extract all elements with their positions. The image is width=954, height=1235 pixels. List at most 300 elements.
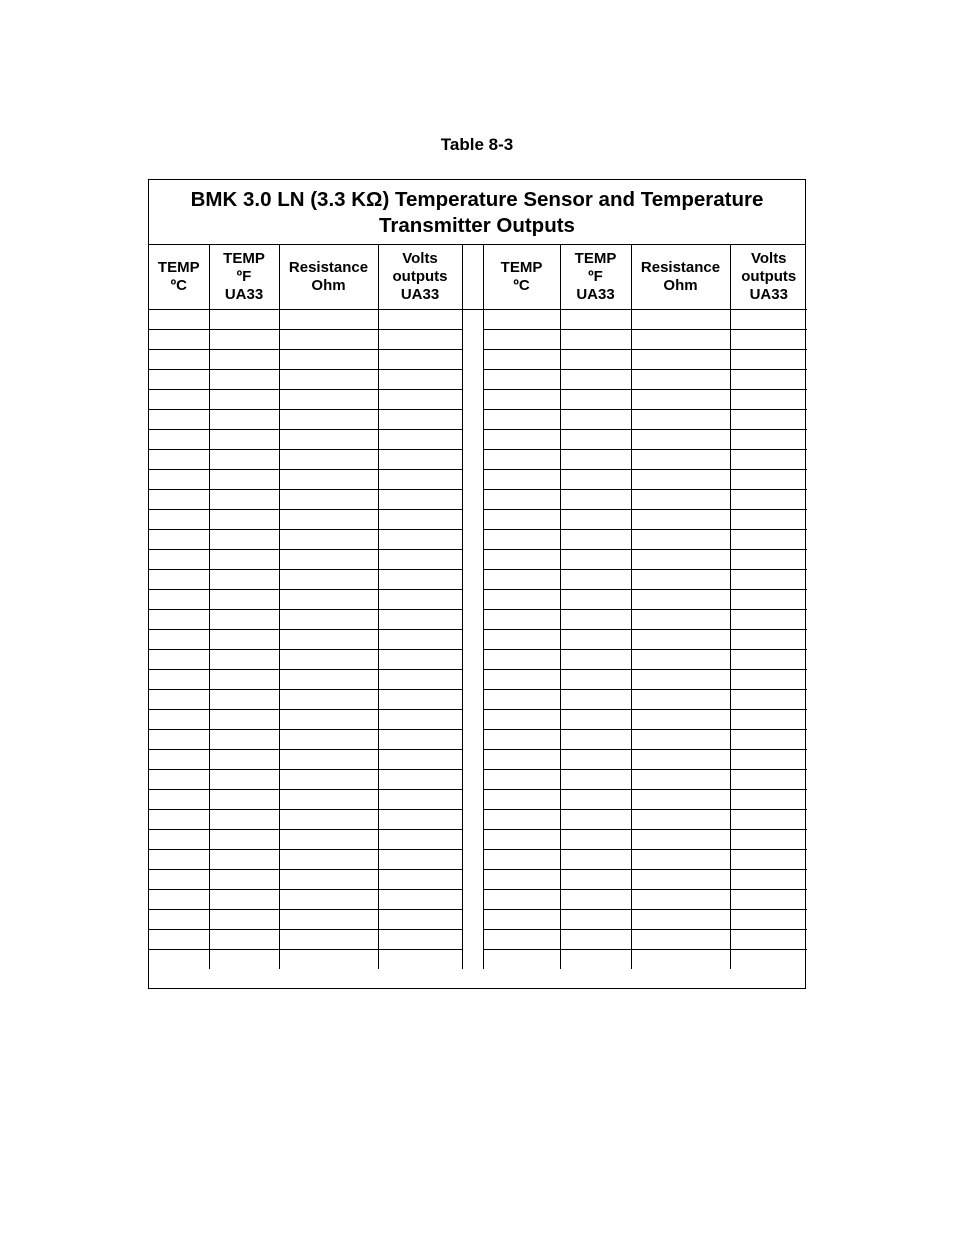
table-cell — [631, 869, 730, 889]
column-separator — [462, 529, 483, 549]
table-cell — [209, 369, 279, 389]
table-cell — [560, 329, 631, 349]
table-cell — [378, 429, 462, 449]
table-cell — [279, 789, 378, 809]
table-cell — [560, 909, 631, 929]
column-header-line: Ohm — [311, 276, 346, 294]
table-cell — [378, 809, 462, 829]
table-cell — [279, 469, 378, 489]
table-cell — [279, 369, 378, 389]
table-cell — [730, 649, 807, 669]
table-cell — [631, 369, 730, 389]
table-cell — [209, 669, 279, 689]
table-cell — [378, 909, 462, 929]
table-cell — [378, 389, 462, 409]
table-cell — [560, 409, 631, 429]
column-header-line: UA33 — [400, 285, 440, 303]
table-row — [149, 629, 807, 649]
column-header — [279, 245, 378, 309]
column-header — [730, 245, 807, 309]
table-row — [149, 389, 807, 409]
table-cell — [730, 809, 807, 829]
table-cell — [279, 749, 378, 769]
table-cell — [209, 849, 279, 869]
table-cell — [378, 709, 462, 729]
table-row — [149, 429, 807, 449]
table-row — [149, 409, 807, 429]
table-cell — [149, 329, 209, 349]
table-cell — [279, 329, 378, 349]
table-row — [149, 329, 807, 349]
table-cell — [631, 949, 730, 969]
table-cell — [279, 769, 378, 789]
column-header-line: Resistance — [640, 258, 721, 276]
table-cell — [149, 709, 209, 729]
table-cell — [631, 469, 730, 489]
table-cell — [149, 809, 209, 829]
table-row — [149, 849, 807, 869]
column-header-line: outputs — [392, 267, 448, 285]
column-header-line: TEMP — [500, 258, 543, 276]
column-separator — [462, 489, 483, 509]
table-cell — [483, 669, 560, 689]
table-row — [149, 909, 807, 929]
table-cell — [631, 649, 730, 669]
table-cell — [483, 489, 560, 509]
table-cell — [378, 609, 462, 629]
table-cell — [378, 849, 462, 869]
table-cell — [279, 929, 378, 949]
table-cell — [279, 449, 378, 469]
table-cell — [149, 529, 209, 549]
table-cell — [483, 609, 560, 629]
column-separator — [462, 669, 483, 689]
table-cell — [279, 889, 378, 909]
table-cell — [483, 449, 560, 469]
table-cell — [631, 829, 730, 849]
table-cell — [730, 869, 807, 889]
table-cell — [149, 389, 209, 409]
table-cell — [149, 769, 209, 789]
table-cell — [209, 409, 279, 429]
table-title-line-1: BMK 3.0 LN (3.3 KΩ) Temperature Sensor and Temperature — [190, 188, 764, 211]
table-cell — [560, 649, 631, 669]
table-cell — [209, 389, 279, 409]
column-header-line: UA33 — [576, 285, 615, 303]
column-header-line: TEMP — [574, 249, 617, 267]
table-cell — [149, 549, 209, 569]
table-cell — [149, 949, 209, 969]
table-cell — [483, 369, 560, 389]
table-cell — [378, 549, 462, 569]
table-cell — [631, 549, 730, 569]
table-row — [149, 949, 807, 969]
table-cell — [730, 429, 807, 449]
table-cell — [631, 529, 730, 549]
table-cell — [209, 429, 279, 449]
table-cell — [149, 689, 209, 709]
table-cell — [483, 829, 560, 849]
column-header-line: Resistance — [288, 258, 369, 276]
table-cell — [730, 709, 807, 729]
column-separator — [462, 849, 483, 869]
table-cell — [209, 769, 279, 789]
table-cell — [279, 729, 378, 749]
table-cell — [209, 309, 279, 329]
table-cell — [730, 609, 807, 629]
column-separator — [462, 909, 483, 929]
table-cell — [378, 669, 462, 689]
table-cell — [209, 449, 279, 469]
column-header — [209, 245, 279, 309]
table-cell — [730, 489, 807, 509]
table-cell — [730, 369, 807, 389]
table-cell — [560, 809, 631, 829]
table-cell — [631, 589, 730, 609]
table-cell — [378, 309, 462, 329]
table-cell — [483, 709, 560, 729]
table-cell — [631, 309, 730, 329]
table-cell — [149, 869, 209, 889]
table-title-line-2: Transmitter Outputs — [379, 214, 575, 237]
table-cell — [378, 349, 462, 369]
table-row — [149, 669, 807, 689]
table-cell — [209, 629, 279, 649]
table-cell — [378, 629, 462, 649]
table-cell — [378, 929, 462, 949]
table-cell — [730, 909, 807, 929]
table-cell — [631, 629, 730, 649]
table-cell — [149, 309, 209, 329]
table-cell — [483, 529, 560, 549]
table-cell — [209, 709, 279, 729]
table-cell — [483, 909, 560, 929]
table-cell — [149, 669, 209, 689]
table-cell — [279, 949, 378, 969]
table-cell — [631, 569, 730, 589]
table-cell — [483, 309, 560, 329]
table-title — [149, 180, 805, 245]
table-cell — [560, 669, 631, 689]
table-cell — [378, 869, 462, 889]
table-cell — [483, 569, 560, 589]
table-cell — [483, 509, 560, 529]
table-cell — [149, 649, 209, 669]
table-cell — [378, 469, 462, 489]
table-cell — [730, 889, 807, 909]
table-cell — [378, 689, 462, 709]
table-cell — [149, 449, 209, 469]
table-cell — [560, 569, 631, 589]
table-cell — [560, 769, 631, 789]
table-cell — [378, 769, 462, 789]
table-cell — [560, 789, 631, 809]
table-cell — [279, 409, 378, 429]
table-cell — [560, 829, 631, 849]
table-cell — [560, 429, 631, 449]
table-cell — [279, 709, 378, 729]
column-header-line: Volts — [750, 249, 787, 267]
table-cell — [149, 509, 209, 529]
table-cell — [730, 309, 807, 329]
column-separator — [462, 769, 483, 789]
table-cell — [209, 509, 279, 529]
table-cell — [483, 549, 560, 569]
table-cell — [149, 889, 209, 909]
table-cell — [730, 469, 807, 489]
table-cell — [378, 369, 462, 389]
table-cell — [730, 929, 807, 949]
table-cell — [149, 609, 209, 629]
table-row — [149, 349, 807, 369]
table-cell — [149, 909, 209, 929]
column-separator — [462, 729, 483, 749]
table-cell — [209, 549, 279, 569]
table-cell — [209, 349, 279, 369]
table-cell — [279, 809, 378, 829]
table-cell — [631, 729, 730, 749]
column-separator — [462, 869, 483, 889]
table-cell — [209, 869, 279, 889]
table-cell — [730, 449, 807, 469]
table-cell — [209, 949, 279, 969]
table-row — [149, 449, 807, 469]
table-cell — [279, 589, 378, 609]
table-cell — [279, 849, 378, 869]
table-cell — [730, 949, 807, 969]
table-cell — [560, 509, 631, 529]
table-cell — [631, 889, 730, 909]
table-cell — [209, 809, 279, 829]
table-cell — [279, 489, 378, 509]
table-cell — [631, 749, 730, 769]
table-cell — [560, 749, 631, 769]
table-cell — [560, 729, 631, 749]
column-separator — [462, 549, 483, 569]
table-cell — [631, 389, 730, 409]
column-header — [149, 245, 209, 309]
table-cell — [279, 509, 378, 529]
table-cell — [483, 649, 560, 669]
column-header-line: outputs — [741, 267, 797, 285]
table-cell — [279, 629, 378, 649]
table-cell — [560, 949, 631, 969]
table-cell — [209, 749, 279, 769]
table-cell — [730, 529, 807, 549]
table-cell — [279, 869, 378, 889]
table-cell — [631, 449, 730, 469]
column-separator — [462, 349, 483, 369]
column-separator — [462, 309, 483, 329]
table-cell — [483, 389, 560, 409]
table-row — [149, 809, 807, 829]
table-cell — [483, 409, 560, 429]
column-separator — [462, 949, 483, 969]
column-separator — [462, 429, 483, 449]
table-cell — [631, 809, 730, 829]
table-cell — [149, 789, 209, 809]
table-cell — [378, 509, 462, 529]
table-cell — [631, 909, 730, 929]
header-row — [149, 245, 807, 309]
column-header — [631, 245, 730, 309]
column-separator — [462, 629, 483, 649]
table-row — [149, 569, 807, 589]
table-cell — [730, 769, 807, 789]
table-cell — [279, 549, 378, 569]
table-cell — [560, 589, 631, 609]
table-cell — [149, 749, 209, 769]
table-cell — [378, 449, 462, 469]
table-cell — [730, 589, 807, 609]
table-cell — [730, 409, 807, 429]
column-separator — [462, 649, 483, 669]
table-cell — [730, 329, 807, 349]
table-cell — [483, 869, 560, 889]
table-row — [149, 649, 807, 669]
table-cell — [560, 929, 631, 949]
table-cell — [483, 349, 560, 369]
table-cell — [730, 549, 807, 569]
table-cell — [483, 589, 560, 609]
table-cell — [560, 549, 631, 569]
table-row — [149, 609, 807, 629]
column-header-line: Volts — [402, 249, 438, 267]
column-header-line: TEMP — [157, 258, 200, 276]
table-row — [149, 889, 807, 909]
column-header — [378, 245, 462, 309]
table-cell — [378, 569, 462, 589]
table-cell — [149, 369, 209, 389]
column-separator — [462, 689, 483, 709]
table-cell — [560, 889, 631, 909]
table-cell — [730, 729, 807, 749]
table-cell — [730, 569, 807, 589]
table-cell — [279, 909, 378, 929]
table-cell — [730, 689, 807, 709]
table-cell — [209, 329, 279, 349]
table-cell — [631, 669, 730, 689]
table-cell — [149, 729, 209, 749]
table-row — [149, 509, 807, 529]
table-cell — [149, 629, 209, 649]
table-cell — [149, 849, 209, 869]
table-row — [149, 309, 807, 329]
table-cell — [631, 789, 730, 809]
table-cell — [560, 389, 631, 409]
table-cell — [209, 789, 279, 809]
table-cell — [378, 329, 462, 349]
table-cell — [483, 809, 560, 829]
table-cell — [209, 589, 279, 609]
column-separator — [462, 569, 483, 589]
table-cell — [483, 429, 560, 449]
table-cell — [560, 529, 631, 549]
table-row — [149, 489, 807, 509]
table-cell — [149, 469, 209, 489]
table-row — [149, 549, 807, 569]
table-cell — [209, 729, 279, 749]
table-cell — [560, 449, 631, 469]
column-header-line: ºC — [513, 276, 530, 294]
table-cell — [279, 669, 378, 689]
table-caption: Table 8-3 — [440, 135, 514, 154]
table-row — [149, 369, 807, 389]
column-separator — [462, 409, 483, 429]
table-cell — [560, 309, 631, 329]
table-cell — [483, 469, 560, 489]
table-cell — [631, 849, 730, 869]
table-cell — [279, 429, 378, 449]
table-cell — [730, 829, 807, 849]
table-cell — [209, 829, 279, 849]
table-cell — [631, 929, 730, 949]
column-header-line: ºF — [588, 267, 603, 285]
column-separator — [462, 589, 483, 609]
table-cell — [149, 589, 209, 609]
table-cell — [279, 689, 378, 709]
table-cell — [378, 749, 462, 769]
table-cell — [483, 749, 560, 769]
table-row — [149, 869, 807, 889]
column-separator — [462, 245, 483, 309]
table-row — [149, 469, 807, 489]
table-cell — [560, 369, 631, 389]
column-separator — [462, 509, 483, 529]
table-cell — [631, 349, 730, 369]
column-header-line: ºF — [236, 267, 252, 285]
table-cell — [483, 849, 560, 869]
table-cell — [149, 429, 209, 449]
table-cell — [631, 509, 730, 529]
table-cell — [149, 569, 209, 589]
column-separator — [462, 469, 483, 489]
table-row — [149, 589, 807, 609]
table-cell — [209, 569, 279, 589]
table-cell — [483, 929, 560, 949]
column-separator — [462, 449, 483, 469]
table-cell — [149, 409, 209, 429]
table-cell — [209, 929, 279, 949]
table-cell — [631, 329, 730, 349]
table-row — [149, 529, 807, 549]
column-separator — [462, 709, 483, 729]
table-cell — [483, 789, 560, 809]
column-separator — [462, 889, 483, 909]
table-cell — [279, 389, 378, 409]
table-cell — [209, 609, 279, 629]
column-separator — [462, 369, 483, 389]
column-separator — [462, 609, 483, 629]
table-cell — [560, 609, 631, 629]
column-header — [560, 245, 631, 309]
table-cell — [631, 409, 730, 429]
table-cell — [560, 349, 631, 369]
table-cell — [730, 789, 807, 809]
column-header-line: TEMP — [223, 249, 265, 267]
table-cell — [730, 349, 807, 369]
table-cell — [149, 829, 209, 849]
table-cell — [378, 589, 462, 609]
table-cell — [560, 849, 631, 869]
column-header-line: UA33 — [224, 285, 264, 303]
table-cell — [560, 629, 631, 649]
table-cell — [279, 609, 378, 629]
table-row — [149, 829, 807, 849]
column-separator — [462, 789, 483, 809]
column-separator — [462, 389, 483, 409]
table-cell — [560, 489, 631, 509]
